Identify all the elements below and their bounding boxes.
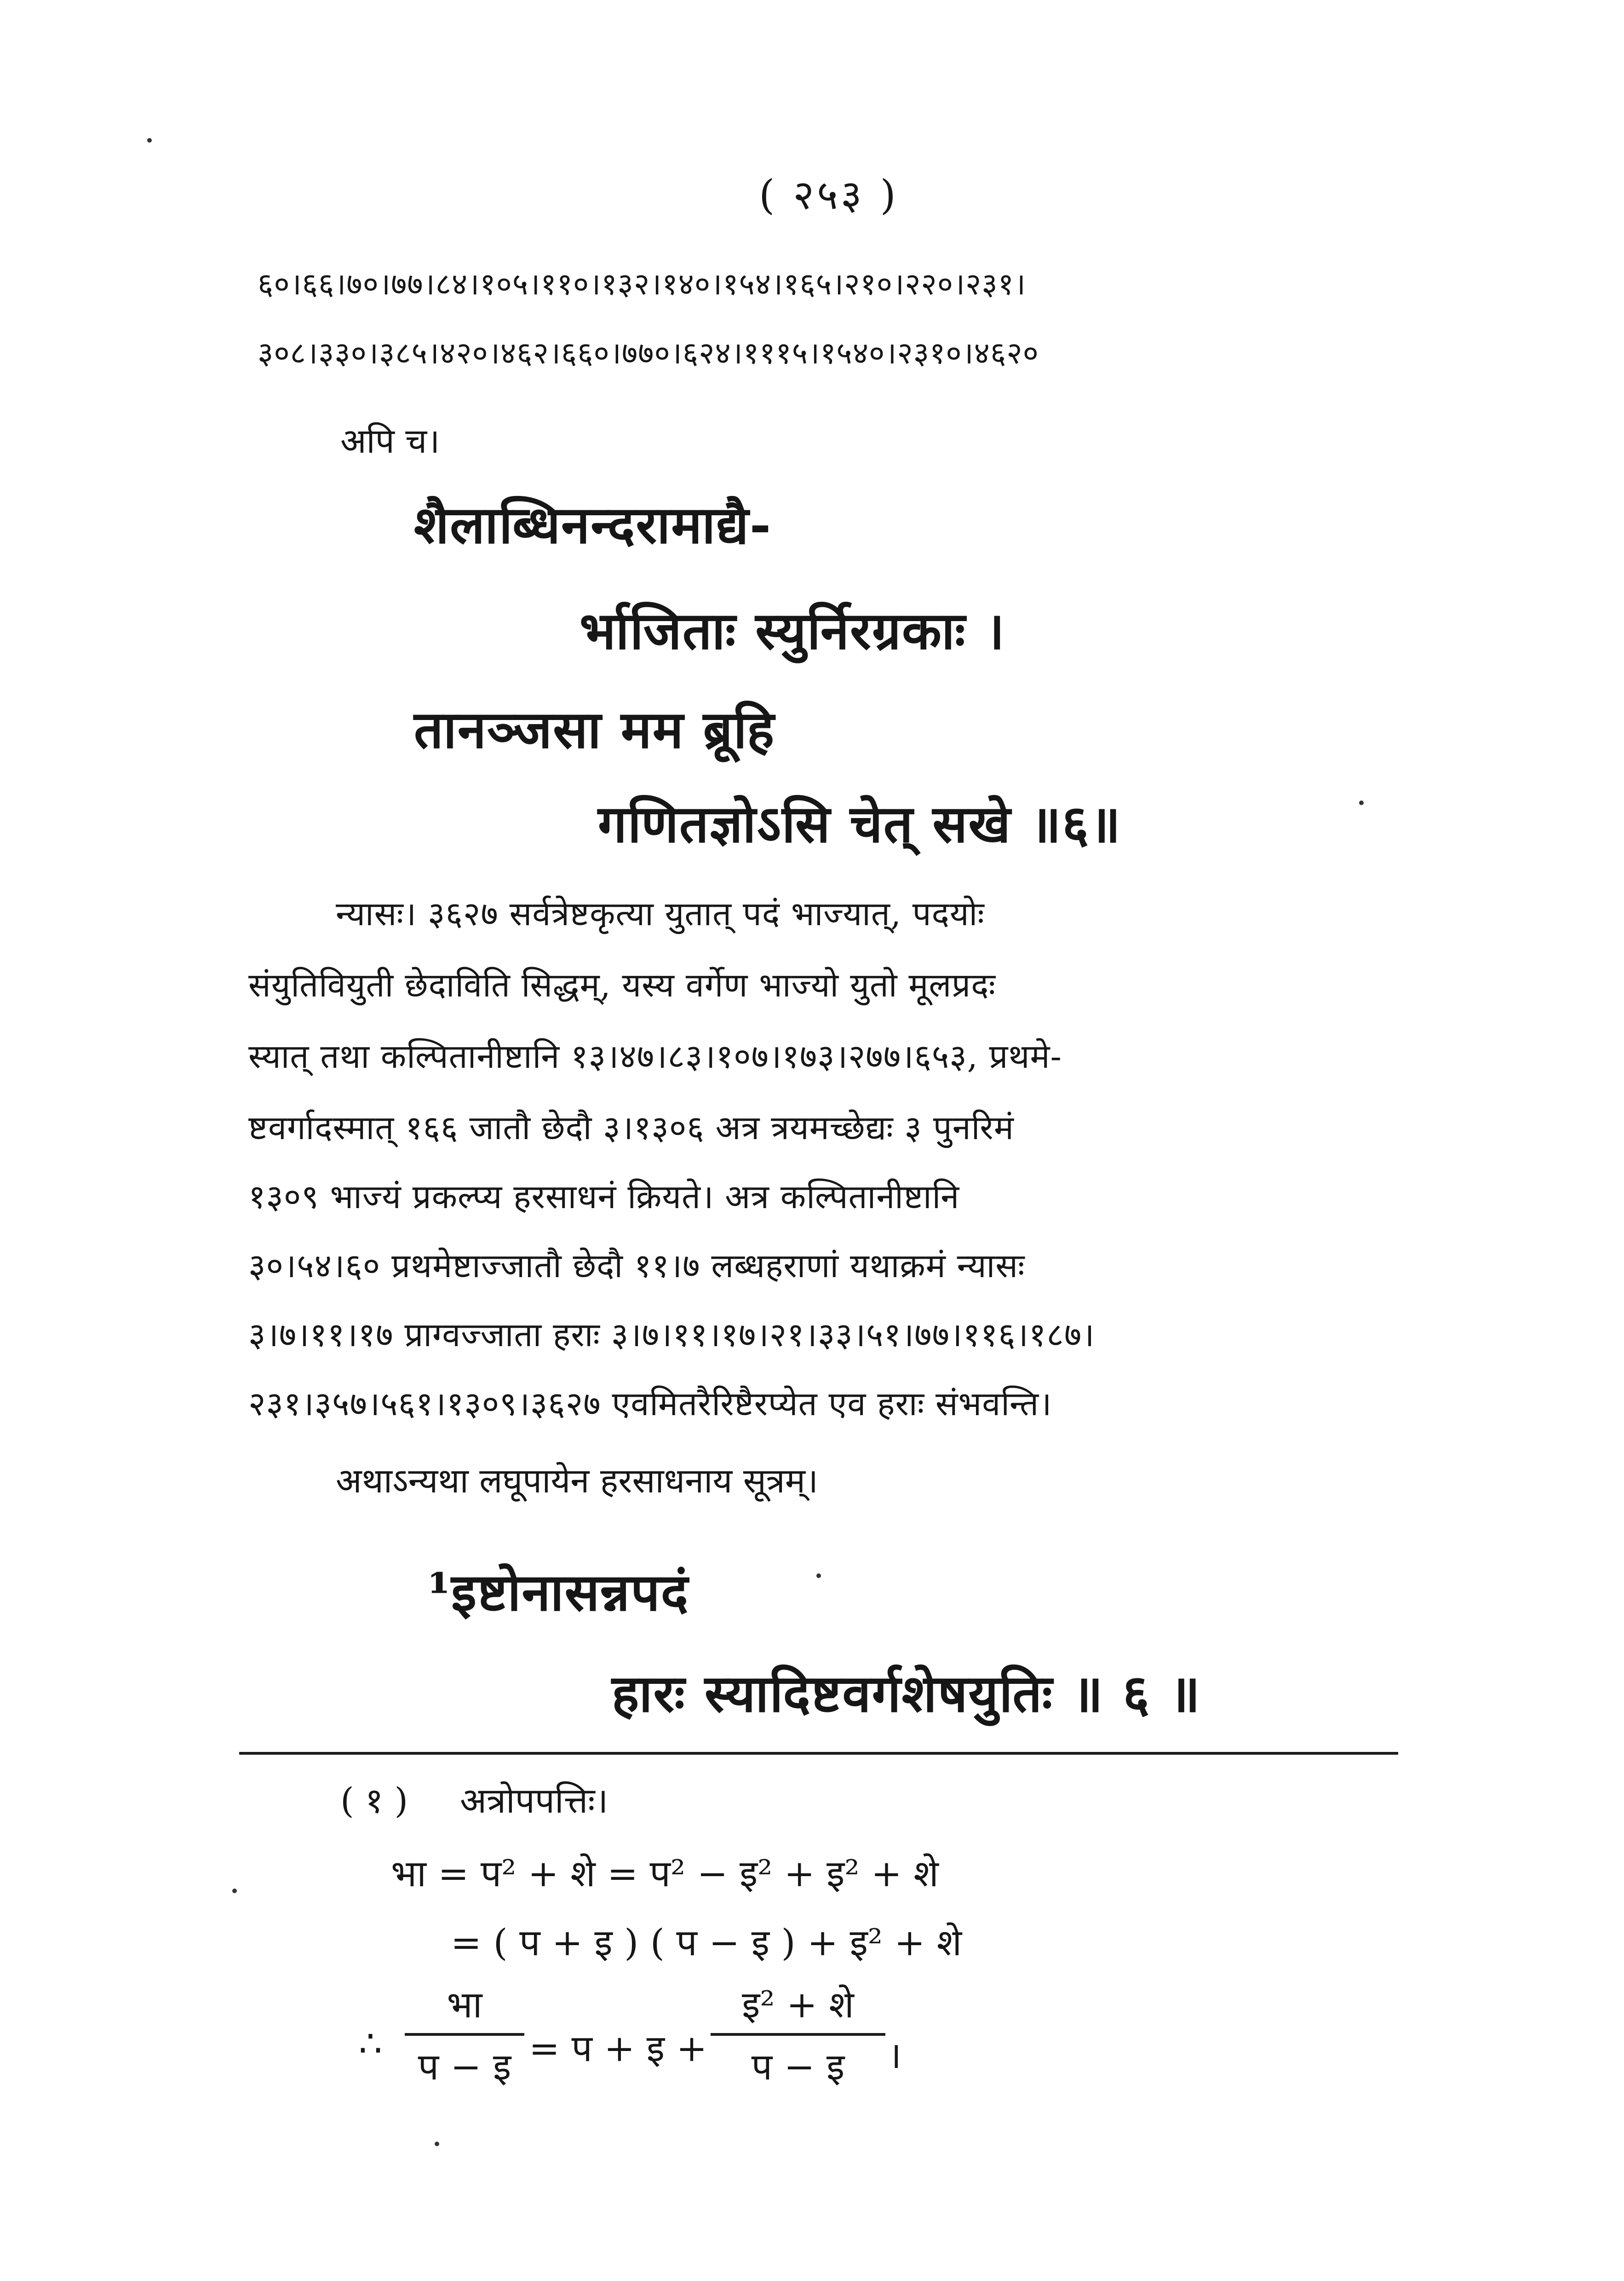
page-number: ( २५३ ) — [759, 171, 899, 219]
footnote-title: अत्रोपपत्तिः। — [460, 1780, 608, 1821]
fraction-2-numerator: इ² + शे — [742, 1983, 854, 2026]
verse-2-line-1: ¹इष्टोनासन्नपदं — [428, 1562, 689, 1623]
footnote-equation-2: = ( प + इ ) ( प − इ ) + इ² + शे — [451, 1921, 962, 1964]
verse-1-line-4: गणितज्ञोऽसि चेत् सखे ॥६॥ — [598, 794, 1122, 854]
number-row-2: ३०८।३३०।३८५।४२०।४६२।६६०।७७०।६२४।१११५।१५४०।२३१०।४६२० — [258, 335, 1039, 371]
footnote-marker: ( १ ) — [340, 1780, 408, 1821]
footnote-rule — [239, 1752, 1398, 1755]
verse-2-line-2: हारः स्यादिष्टवर्गशेषयुतिः ॥ ६ ॥ — [612, 1664, 1201, 1724]
nyasa-line-3: स्यात् तथा कल्पितानीष्टानि १३।४७।८३।१०७।१७३।२७७।६५३, प्रथमे- — [248, 1037, 1062, 1076]
print-speck — [232, 1889, 237, 1893]
nyasa-line-5: १३०९ भाज्यं प्रकल्प्य हरसाधनं क्रियते। अत्र कल्पितानीष्टानि — [248, 1177, 960, 1216]
verse-1-line-1: शैलाब्धिनन्दरामाद्यै- — [414, 495, 772, 555]
footnote-equation-1: भा = प² + शे = प² − इ² + इ² + शे — [391, 1852, 939, 1895]
equation-3-middle: = प + इ + — [529, 2027, 707, 2070]
fraction-2-denominator: प − इ — [751, 2045, 845, 2088]
verse-1-line-2: र्भाजिताः स्युर्निरग्रकाः । — [580, 601, 1006, 661]
fraction-1-denominator: प − इ — [418, 2045, 511, 2088]
number-row-1: ६०।६६।७०।७७।८४।१०५।११०।१३२।१४०।१५४।१६५।२१०।२२०।२३१। — [258, 266, 1027, 302]
nyasa-line-6: ३०।५४।६० प्रथमेष्टाज्जातौ छेदौ ११।७ लब्धहराणां यथाक्रमं न्यासः — [248, 1246, 1025, 1285]
verse-1-line-3: तानञ्जसा मम ब्रूहि — [414, 700, 775, 760]
fraction-1-bar — [405, 2033, 524, 2036]
nyasa-line-1: न्यासः। ३६२७ सर्वत्रेष्टकृत्या युतात् पदं भाज्यात्, पदयोः — [336, 894, 985, 933]
nyasa-line-2: संयुतिवियुती छेदाविति सिद्धम्, यस्य वर्गेण भाज्यो युतो मूलप्रदः — [248, 966, 996, 1004]
fraction-2-bar — [711, 2033, 885, 2036]
print-speck — [147, 138, 152, 143]
nyasa-line-8: २३१।३५७।५६१।१३०९।३६२७ एवमितरैरिष्टैरप्येत एव हराः संभवन्ति। — [248, 1384, 1052, 1423]
nyasa-line-7: ३।७।११।१७ प्राग्वज्जाता हराः ३।७।११।१७।२१।३३।५१।७७।११६।१८७। — [248, 1315, 1095, 1354]
fraction-1-numerator: भा — [447, 1983, 482, 2026]
print-speck — [816, 1573, 821, 1578]
print-speck — [435, 2142, 439, 2146]
fraction-2 — [711, 1978, 885, 2091]
atha-sutra-line: अथाऽन्यथा लघूपायेन हरसाधनाय सूत्रम्। — [336, 1461, 818, 1501]
print-speck — [1359, 801, 1364, 805]
api-ca-text: अपि च। — [340, 421, 440, 461]
fraction-1 — [405, 1978, 524, 2091]
nyasa-line-4: ष्टवर्गादस्मात् १६६ जातौ छेदौ ३।१३०६ अत्र त्रयमच्छेद्यः ३ पुनरिमं — [248, 1108, 1014, 1147]
therefore-symbol: ∴ — [359, 2022, 382, 2065]
equation-3-end: । — [888, 2034, 902, 2077]
